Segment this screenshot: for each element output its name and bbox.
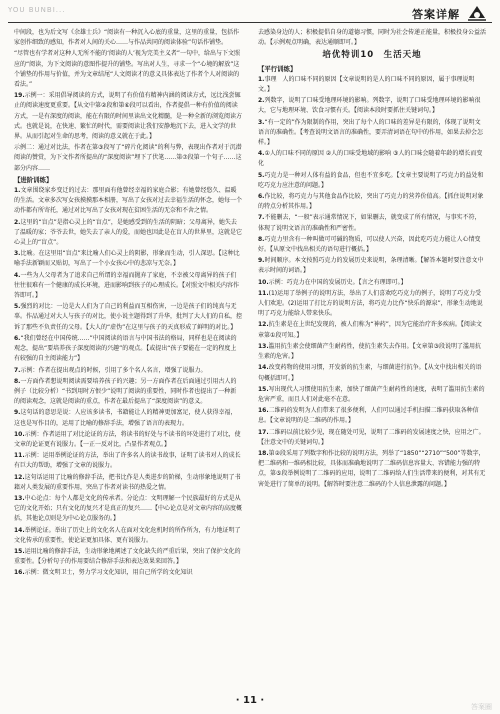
answer-text: 巧克力里含有一种叫做可可碱的物质，可以使人兴奋，因此吃巧克力能让人心情变好。【从原文中找出相关的语句进行概括。】 xyxy=(258,235,481,254)
answer-item xyxy=(14,249,242,269)
answer-text: 中间段，也为后文写《余雄士兵》“阅读有一种沉入心底的重量，这里的重量，包括作家创作细致的感知，作者对人间的关心……与作品共同的阅读体验”句话作铺垫。 xyxy=(14,29,240,47)
answer-item xyxy=(14,271,242,302)
page-number: · 11 · xyxy=(235,695,265,706)
answer-number: 19. xyxy=(14,92,25,100)
answer-item xyxy=(14,568,242,578)
answer-number: 8. xyxy=(258,235,265,243)
answer-item xyxy=(14,334,242,365)
answer-number: 10. xyxy=(14,430,25,438)
answer-item xyxy=(258,278,486,288)
unit-title: 培优特训10 生活天地 xyxy=(322,50,422,61)
answer-number: 2. xyxy=(14,218,21,226)
answer-number: 16. xyxy=(14,569,25,577)
answer-number: 10. xyxy=(258,278,269,286)
answer-text: 不能删去，“一般”表示通常情况下，如果删去，就变成了所有情况，与事实不符，体现了说明文语言的准确性和严密性。 xyxy=(258,214,481,232)
answer-item xyxy=(258,118,486,149)
answer-text: “我们曾经在中国传统……”中国阅读的语言与中国书法的格局，同样也是在阅读的观念，提出“要培养孩子深度阅读的兴趣”的观点。【或提出“孩子要能在一定的程度上有较强的自主阅读能力”】 xyxy=(14,334,237,363)
answer-text: 示例：巧克力在中国的发展历史。【言之有理即可。】 xyxy=(268,278,407,286)
answer-item xyxy=(258,320,486,340)
section-heading: 【平行训练】 xyxy=(258,64,297,73)
brand-text: YOU BUNBI... xyxy=(8,6,66,14)
answer-item xyxy=(258,149,486,169)
answer-item xyxy=(258,171,486,191)
answer-item xyxy=(14,186,242,217)
right-column xyxy=(258,28,486,491)
answer-number: 16. xyxy=(258,407,269,415)
answer-number: 4. xyxy=(258,150,265,158)
answer-number: 9. xyxy=(258,257,265,265)
answer-text: 示例：作者运用了对比论证的方法，将读书的好处与不读书的坏处进行了对比，使文章的论证更有说服力。【一正一反对比，凸显作者观点。】 xyxy=(14,430,241,448)
answer-number: 5. xyxy=(14,303,21,311)
answer-item xyxy=(14,408,242,428)
answer-item xyxy=(258,96,486,116)
answer-text: 运用比喻的修辞手法，生动形象地阐述了文化缺失的严重后果，突出了保护文化的重要性。【分析句子的作用要结合修辞手法和表达效果来回答。】 xyxy=(14,547,241,566)
answer-item xyxy=(258,363,486,383)
answer-text: 去感染身边的人；积极提倡自身的道德习惯，同时为社会传递正能量，积极投身公益活动。【示例观点明确，表达通顺即可。】 xyxy=(258,29,487,47)
answer-item xyxy=(14,28,242,48)
answer-text: ①人的口味不同的原因 ②人的口味受地域的影响 ③人的口味会随着年龄的增长而变化 xyxy=(258,150,483,168)
answer-text: 写出现代人习惯使用抗生素，加快了细菌产生耐药性的速度，表明了滥用抗生素的危害严重，而且人们对此毫不在意。 xyxy=(258,385,485,403)
answer-text: 这句话的意思是说：人应该多读书，书籍能让人的精神更加富足，使人获得幸福，这也是写作目的，运用了比喻的修辞手法，增强了语言的表现力。 xyxy=(14,409,237,427)
answer-text: 强烈的对比：一边是大人们为了自己的利益而互相伤害，一边是孩子们的纯真与无辜。作品通过对大人与孩子的对比，使小说主题得到了升华，批判了大人们的自私，控诉了那些不负责任的父母。【大人的“虚伪”在这里与孩子的天真形成了鲜明的对比。】 xyxy=(14,303,243,331)
answer-item xyxy=(14,218,242,249)
answer-text: 示例：微文明卫士，努力学习文化知识，用自己所学的文化知识 xyxy=(24,569,193,577)
answer-item xyxy=(14,91,242,142)
answer-number: 14. xyxy=(258,364,269,372)
header-rule xyxy=(8,22,492,23)
answer-number: 5. xyxy=(258,171,265,179)
answer-text: “尽管也有学者对这种人无所不能的‘阅读的人’视为完美主义者”一句中，给出与下文照应的“阅读，为下文阅读的意图作提升的铺垫。写出对人生，寻求一个“心境的解放”这个铺垫的作用与价值，并为文章结尾“人文阅读才的意义具体表达了作者个人对阅读的看法。” xyxy=(14,50,241,89)
answer-item xyxy=(14,494,242,525)
answer-text: 中心论点：每个人都是文化的传承者。分论点：文明理解一个民族最好的方式是从它的文化开始；只有文化的复兴才是真正的复兴……【中心论点是对文章内容的高度概括，其他论点则是为中心论点服务的。】 xyxy=(14,494,243,523)
answer-text: 这句话运用了比喻的修辞手法，把书比作是人类进步的阶梯，生动形象地说明了书籍对人类发展的重要作用，突出了作者对读书的热爱之情。 xyxy=(14,473,241,491)
answer-item xyxy=(258,342,486,362)
page-header xyxy=(0,0,500,28)
answer-number: 3. xyxy=(14,250,21,258)
answer-number: 12. xyxy=(258,321,269,329)
page-title: 答案详解 xyxy=(412,8,460,21)
answer-number: 11. xyxy=(258,289,269,297)
answer-text: 作比较，将巧克力与其他食品作比较，突出了巧克力的营养价值高。【抓住说明对象的特点分析其作用。】 xyxy=(258,193,484,211)
answer-text: 示例：运用举例论证的方法，举出了许多名人的读书故事，证明了读书对人的成长有巨大的帮助，增强了文章的说服力。 xyxy=(14,452,241,470)
answer-item xyxy=(258,289,486,320)
answer-text: 第②段采用了列数字和作比较的说明方法，列举了“1850”“2710”“500”等数字，把二维码和一维码相比较，具体而准确地说明了二维码信息容量大、容错能力强的特点，第⑤段举例说明了二维码的应用，说明了二维码给人们生活带来的便利，对其有无害处进行了简单的说明。【解答时要注意二维码的个人信息泄露的问题。】 xyxy=(258,449,486,488)
answer-item xyxy=(14,366,242,376)
answer-number: 13. xyxy=(14,494,25,502)
answer-text: 二维码以前比较少见，现在随处可见，说明了二维码的发展速度之快，应用之广。【注意文中的关键词句。】 xyxy=(258,428,485,446)
answer-item xyxy=(14,143,242,174)
right-intro xyxy=(258,28,486,48)
answer-item xyxy=(14,49,242,90)
answer-text: 改变药物的使用习惯，开发新的抗生素，与细菌进行抗争。【从文中找出相关的语句概括即可。】 xyxy=(258,364,482,382)
answer-item xyxy=(258,428,486,448)
answer-item xyxy=(258,75,486,95)
answer-number: 1. xyxy=(258,75,265,83)
answer-number: 7. xyxy=(14,366,21,374)
answer-number: 6. xyxy=(14,334,21,342)
answer-number: 11. xyxy=(14,452,25,460)
answer-text: 巧克力是一种对人体有益的食品，但也不宜多吃。【文章主要说明了巧克力的益处和吃巧克力应注意的问题。】 xyxy=(258,171,484,189)
answer-item xyxy=(14,430,242,450)
answer-number: 2. xyxy=(258,97,265,105)
answer-number: 13. xyxy=(258,342,269,350)
watermark: 答案圈 xyxy=(471,703,492,711)
answer-text: 一些为人父母者为了追求自己所谓的幸福而抛弃了家庭，不幸被父母离异的孩子们往往很难有一个健康的成长环境，进而影响到孩子的心理成长。【对照文中相关内容作答即可。】 xyxy=(14,271,240,300)
answer-number: 8. xyxy=(14,377,21,385)
answer-number: 14. xyxy=(14,526,25,534)
answer-item xyxy=(258,256,486,276)
answer-item xyxy=(14,302,242,333)
answer-number: 18. xyxy=(258,449,269,457)
answer-text: 举例论证。举出了历史上的文化名人在面对文化危机时的所作所为，有力地证明了文化传承的重要性，使论证更加具体、更有说服力。 xyxy=(14,526,241,544)
answer-item xyxy=(14,451,242,471)
answer-number: 12. xyxy=(14,473,25,481)
answer-number: 4. xyxy=(14,271,21,279)
answer-text: 文章围绕家乡变迁的过去：那里面有他曾经幸福的家庭合影；有她曾经悠久、温暖的生活。文章多次写女孩摸摸那本相册，写出了女孩对过去幸福生活的怀念，她每一个动作都有所寄托，通过对比写出了女孩对现在贫困生活的无奈和不舍之情。 xyxy=(14,187,243,215)
answer-item xyxy=(14,526,242,546)
section-heading: 【进阶训练】 xyxy=(14,175,53,184)
answer-item xyxy=(258,213,486,233)
answer-text: (1)运用了举例子的说明方法，举出了人们喜欢吃巧克力的例子，说明了巧克力受人们欢迎。(2)运用了打比方的说明方法，将巧克力比作“快乐的源泉”，形象生动地说明了巧克力能给人带来快乐。 xyxy=(258,289,483,318)
answer-text: 一方面作者想说明阅读需要培养孩子的兴趣；另一方面作者在后面通过引用古人的例子（比较分析）“书到用时方恨少”说明了阅读的重要性，同时作者也提出了一种新的阅读观念，这就是阅读的重点，作者在最后提出了“深度阅读”的意义。 xyxy=(14,377,237,406)
mascot-logo-icon xyxy=(466,2,488,24)
answer-number: 15. xyxy=(14,547,25,555)
answer-text: 示例：作者在提出观点的时候，引用了多个名人名言，增强了说服力。 xyxy=(20,366,207,374)
answer-text: 列数字，说明了口味受地理环境的影响。列数字，说明了口味受地理环境的影响很大，它与地理环境、饮食习惯有关。【阅读本段时要抓住关键词句。】 xyxy=(258,97,481,115)
answer-text: 时间顺序。本文按照巧克力的发展历史来说明，条理清晰。【解答本题时要注意文中表示时间的词语。】 xyxy=(258,257,484,275)
answer-text: “有一定的”作为限制的作用，突出了每个人的口味的差异是有限的，体现了说明文语言的准确性。【考查说明文语言的准确性，要弄清词语在句中的作用，如果去掉会怎样。】 xyxy=(258,118,484,147)
answer-text: 示例二：通过对比法，作者在第③段写了“碎片化阅读”的利与弊，表现出作者对于沉潜阅读的赞赏，为下文作者所提出的“深度阅读”埋下了伏笔……第⑦段第一个句子……这部分内容…… xyxy=(14,144,242,172)
answer-number: 15. xyxy=(258,385,269,393)
answer-text: 示例一：采用倡导阅读的方式，说明了有价值有精神内涵的阅读方式，远比浅尝辄止的阅读速度更重要。【从文中第②段和第⑥段可以看出，作者提倡一种有价值的阅读方式，一是有深度的阅读，能在有限的时间里读出文化精髓，是一种全新的浏览阅读方式。也就是说，在快速、繁忙的时代，需要阅读让我们安静地沉下去，进入文学的世界。从而引起对生命的思考，阅读的意义就在于此。】 xyxy=(14,92,243,141)
answer-text: 这里的“盲点”是指心灵上的“盲点”，是她感受到的生活的阴暗；父母离异，她失去了温暖的家；爷爷去世，她失去了亲人的爱，而她也因此是在盲人的世界里，这就是它心灵上的“盲点”。 xyxy=(14,218,243,247)
answer-number: 17. xyxy=(258,428,269,436)
answer-item xyxy=(258,235,486,255)
answer-item xyxy=(258,406,486,426)
answer-text: 滥用抗生素会使细菌产生耐药性，使抗生素失去作用。【文章第③段说明了滥用抗生素的危害。】 xyxy=(258,342,482,361)
answer-number: 9. xyxy=(14,409,21,417)
answer-item xyxy=(258,192,486,212)
answer-text: 事理 人的口味不同的原因【文章说明的是人的口味不同的原因，属于事理说明文。】 xyxy=(258,75,475,94)
answer-number: 3. xyxy=(258,118,265,126)
right-answer-list xyxy=(258,75,486,490)
answer-number: 1. xyxy=(14,187,21,195)
left-column xyxy=(14,28,242,580)
answer-item xyxy=(258,449,486,490)
answer-item xyxy=(258,385,486,405)
answer-item xyxy=(258,28,486,48)
answer-text: 二维码的发明为人们带来了很多便利，人们可以通过手机扫描二维码获取各种信息。【文章说明的是二维码的作用。】 xyxy=(258,407,479,425)
answer-text: 抗生素是在上世纪发现的，被人们称为“神药”，因为它能治疗许多疾病。【阅读文章第①段可知。】 xyxy=(258,321,482,339)
answer-number: 6. xyxy=(258,193,265,201)
answer-item xyxy=(14,473,242,493)
answer-number: 7. xyxy=(258,214,265,222)
answer-item xyxy=(14,377,242,408)
answer-text: 比喻。在这里用“盲点”来比喻人们心灵上的阴影，形象而生动，引人深思。【这种比喻手法新颖而又贴切，写出了一个小女孩心中的悲凉与无奈。】 xyxy=(14,250,240,268)
answer-item xyxy=(14,547,242,567)
